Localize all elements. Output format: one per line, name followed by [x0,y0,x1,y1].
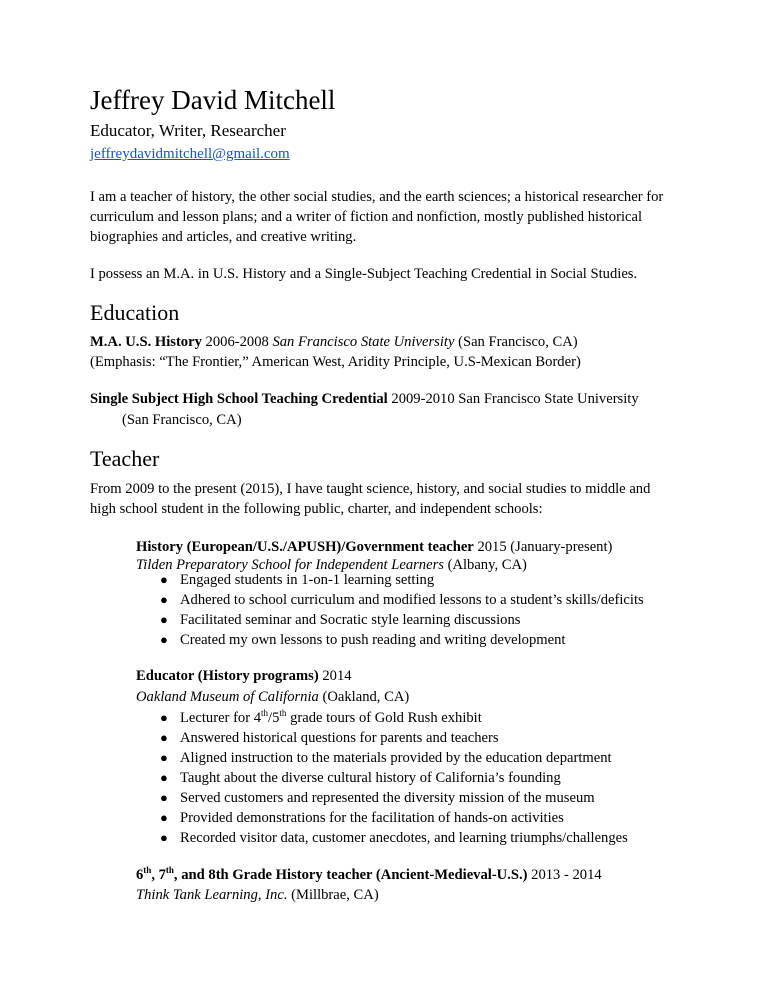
job-title: History (European/U.S./APUSH)/Government teacher [136,539,474,555]
list-item: ● Taught about the diverse cultural history of California’s founding [160,770,561,786]
ma-emphasis: (Emphasis: “The Frontier,” American West, Aridity Principle, U.S-Mexican Border) [90,354,581,370]
ma-degree-line [90,332,578,352]
bullet-icon: ● [160,632,168,647]
resume-name: Jeffrey David Mitchell [90,85,336,115]
list-item: ● Created my own lessons to push reading and writing development [160,632,566,648]
list-item: ● Provided demonstrations for the facilitation of hands-on activities [160,810,564,826]
list-item: ● Answered historical questions for parents and teachers [160,730,499,746]
job-org: Tilden Preparatory School for Independent Learners [136,557,444,573]
job-org-line [136,885,379,905]
teacher-intro-line-1: From 2009 to the present (2015), I have taught science, history, and social studies to middle and [90,481,651,497]
ma-school: San Francisco State University [272,334,455,350]
credential-details: 2009-2010 San Francisco State University [391,391,639,407]
list-item: ● Facilitated seminar and Socratic style learning discussions [160,612,521,628]
job-bullets [160,570,644,650]
education-heading: Education [90,300,180,325]
job-org-line [136,687,409,707]
job-dates: 2013 - 2014 [531,867,602,883]
job-title-line [136,537,612,557]
resume-tagline: Educator, Writer, Researcher [90,121,286,140]
intro-paragraph: I am a teacher of history, the other social studies, and the earth sciences; a historical researcher for curriculum and lesson plans; and a writer of fiction and nonfiction, mostly published historical biographies and articles, and creative writing. [90,189,664,245]
ma-degree: M.A. U.S. History [90,334,202,350]
job-title: 6th, 7th, and 8th Grade History teacher (Ancient-Medieval-U.S.) [136,865,528,883]
job-title: Educator (History programs) [136,668,319,684]
list-item: ● Served customers and represented the diversity mission of the museum [160,790,595,806]
job-location: (Millbrae, CA) [291,887,379,903]
job-org: Oakland Museum of California [136,689,319,705]
job-dates: 2014 [322,668,352,684]
job-dates: 2015 (January-present) [477,539,613,555]
bullet-icon: ● [160,830,168,845]
bullet-icon: ● [160,730,168,745]
ma-location: (San Francisco, CA) [458,334,578,350]
credentials-summary: I possess an M.A. in U.S. History and a Single-Subject Teaching Credential in Social Studies. [90,266,638,282]
bullet-icon: ● [160,612,168,627]
list-item: ● Aligned instruction to the materials provided by the education department [160,750,612,766]
bullet-icon: ● [160,790,168,805]
bullet-icon: ● [160,770,168,785]
bullet-icon: ● [160,592,168,607]
list-item: ● Engaged students in 1-on-1 learning setting [160,572,435,588]
job-bullets [160,708,628,848]
list-item: ● Adhered to school curriculum and modified lessons to a student’s skills/deficits [160,592,644,608]
bullet-icon: ● [160,710,168,725]
bullet-icon: ● [160,810,168,825]
job-org: Think Tank Learning, Inc. [136,887,288,903]
ma-years: 2006-2008 [205,334,269,350]
job-title-line [136,666,352,686]
credential-title: Single Subject High School Teaching Credential [90,391,388,407]
list-item: ● Recorded visitor data, customer anecdotes, and learning triumphs/challenges [160,830,628,846]
teacher-heading: Teacher [90,446,160,471]
list-item: ● Lecturer for 4th/5th grade tours of Gold Rush exhibit [160,708,482,726]
credential-line [90,389,639,409]
job-title-line [136,865,602,885]
credential-location: (San Francisco, CA) [122,412,242,428]
email-link[interactable]: jeffreydavidmitchell@gmail.com [90,146,290,162]
job-location: (Albany, CA) [447,557,527,573]
job-location: (Oakland, CA) [322,689,410,705]
bullet-icon: ● [160,572,168,587]
bullet-icon: ● [160,750,168,765]
teacher-intro-line-2: high school student in the following public, charter, and independent schools: [90,501,543,517]
